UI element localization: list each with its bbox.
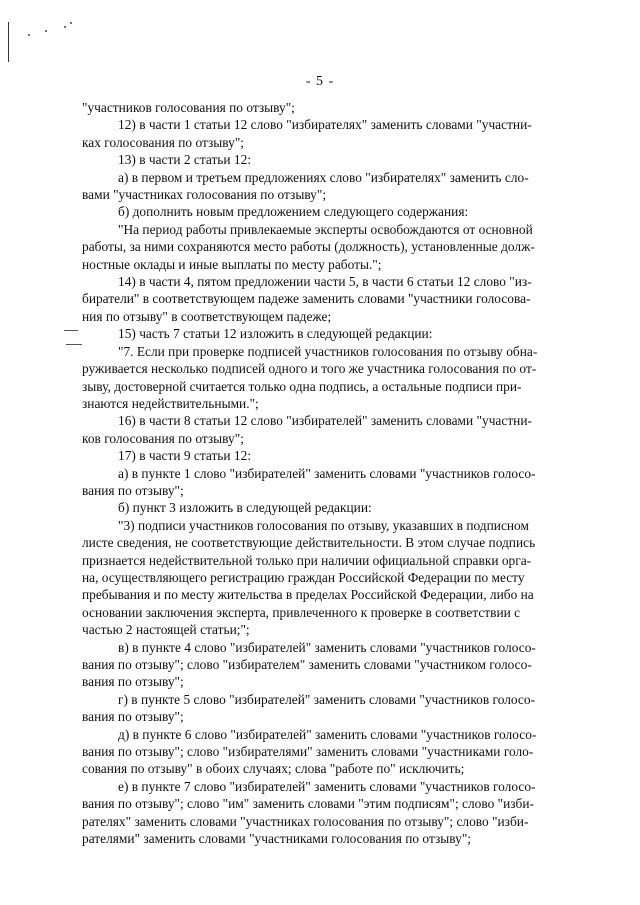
- text-line: 15) часть 7 статьи 12 изложить в следующей редакции:: [118, 326, 433, 342]
- text-line: листе сведения, не соответствующие действительности. В этом случае подпись: [82, 535, 536, 551]
- text-line: вания по отзыву"; слово "избирателями" заменить словами "участниками голо-: [82, 744, 534, 760]
- text-line: "7. Если при проверке подписей участников голосования по отзыву обна-: [118, 343, 538, 359]
- text-line: вания по отзыву"; слово "им" заменить словами "этим подписям"; слово "изби-: [82, 796, 534, 812]
- text-line: б) пункт 3 изложить в следующей редакции:: [118, 500, 372, 516]
- text-line: рателях" заменить словами "участниках голосования по отзыву"; слово "изби-: [82, 813, 529, 829]
- text-line: д) в пункте 6 слово "избирателей" заменить словами "участников голосо-: [118, 726, 537, 742]
- text-line: е) в пункте 7 слово "избирателей" заменить словами "участников голосо-: [118, 778, 536, 794]
- text-line: 17) в части 9 статьи 12:: [118, 448, 252, 464]
- text-line: работы, за ними сохраняются место работы (должность), установленные долж-: [82, 239, 535, 255]
- text-line: пребывания и по месту жительства в пределах Российской Федерации, либо на: [82, 587, 534, 603]
- scan-artifact-line: [8, 22, 9, 62]
- text-line: вами "участниках голосования по отзыву";: [82, 187, 327, 203]
- text-line: г) в пункте 5 слово "избирателей" заменить словами "участников голосо-: [118, 691, 536, 707]
- text-line: признается недействительной только при наличии официальной справки орга-: [82, 552, 532, 568]
- text-line: зыву, достоверной считается только одна подпись, а остальные подписи при-: [82, 378, 522, 394]
- text-line: 16) в части 8 статьи 12 слово "избирателей" заменить словами "участни-: [118, 413, 532, 429]
- page-number: - 5 -: [305, 74, 335, 89]
- text-line: ках голосования по отзыву";: [82, 134, 245, 150]
- text-line: а) в первом и третьем предложениях слово "избирателях" заменить сло-: [118, 169, 529, 185]
- text-line: на, осуществляющего регистрацию граждан Российской Федерации по месту: [82, 569, 525, 585]
- text-line: биратели" в соответствующем падеже заменить словами "участники голосова-: [82, 291, 531, 307]
- text-line: 14) в части 4, пятом предложении части 5, в части 6 статьи 12 слово "из-: [118, 274, 532, 290]
- text-line: вания по отзыву";: [82, 674, 184, 690]
- scan-artifact-dot: [64, 26, 66, 28]
- scan-artifact-dot: [70, 22, 72, 24]
- text-line: руживается несколько подписей одного и того же участника голосования по от-: [82, 361, 537, 377]
- text-line: а) в пункте 1 слово "избирателей" заменить словами "участников голосо-: [118, 465, 536, 481]
- text-line: 12) в части 1 статьи 12 слово "избирателях" заменить словами "участни-: [118, 117, 532, 133]
- text-line: "На период работы привлекаемые эксперты освобождаются от основной: [118, 221, 533, 237]
- scan-artifact-dot: [28, 34, 30, 36]
- text-line: основании заключения эксперта, привлеченного к проверке в соответствии с: [82, 604, 521, 620]
- text-line: частью 2 настоящей статьи;";: [82, 622, 250, 638]
- text-line: сования по отзыву" в обоих случаях; слова "работе по" исключить;: [82, 761, 465, 777]
- text-line: вания по отзыву";: [82, 482, 184, 498]
- scan-artifact-dash: [66, 344, 82, 345]
- text-line: б) дополнить новым предложением следующего содержания:: [118, 204, 469, 220]
- text-line: ков голосования по отзыву";: [82, 430, 244, 446]
- text-line: ния по отзыву" в соответствующем падеже;: [82, 308, 332, 324]
- text-line: вания по отзыву";: [82, 709, 184, 725]
- scan-artifact-dash: [64, 330, 78, 331]
- text-line: знаются недействительными.";: [82, 395, 259, 411]
- scan-artifact-dot: [45, 30, 47, 32]
- document-body: [82, 99, 612, 847]
- text-line: 13) в части 2 статьи 12:: [118, 152, 252, 168]
- text-line: в) в пункте 4 слово "избирателей" заменить словами "участников голосо-: [118, 639, 536, 655]
- text-line: вания по отзыву"; слово "избирателем" заменить словами "участником голосо-: [82, 657, 532, 672]
- text-line: "участников голосования по отзыву";: [82, 100, 295, 115]
- text-line: ностные оклады и иные выплаты по месту работы.";: [82, 256, 382, 272]
- text-line: рателями" заменить словами "участниками голосования по отзыву";: [82, 831, 472, 847]
- text-line: "3) подписи участников голосования по отзыву, указавших в подписном: [118, 517, 529, 533]
